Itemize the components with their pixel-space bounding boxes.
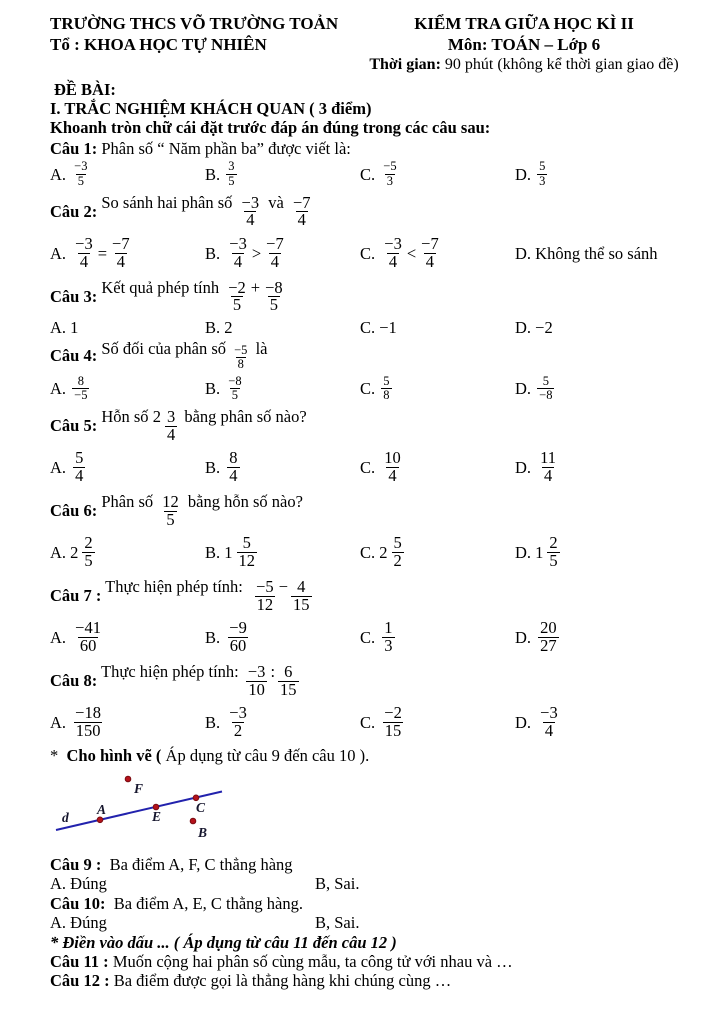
question-6 xyxy=(50,490,700,573)
exam-title: KIỂM TRA GIỮA HỌC KÌ II xyxy=(414,14,634,33)
option-b: B. $\frac{-9}{60}$ xyxy=(205,618,247,656)
option-a: A. $\frac{-3}{5}$ xyxy=(50,159,88,188)
question-label: Câu 8: xyxy=(50,671,98,691)
option-c: C. $\frac{-5}{3}$ xyxy=(360,159,397,188)
question-label: Câu 12 : xyxy=(50,971,110,991)
option-d: D. Không thể so sánh xyxy=(515,243,658,263)
option-c: C. $\frac{10}{4}$ xyxy=(360,448,401,486)
department-name: Tổ : KHOA HỌC TỰ NHIÊN xyxy=(50,34,267,54)
instruction-text: Khoanh tròn chữ cái đặt trước đáp án đúng trong các câu sau: xyxy=(50,118,491,138)
point-B-label: B xyxy=(198,825,208,841)
option-c: C. $\frac{1}{3}$ xyxy=(360,618,393,656)
line-d-label: d xyxy=(62,810,69,826)
document-header xyxy=(50,14,700,75)
point-A-label: A xyxy=(97,802,107,818)
question-label: Câu 2: xyxy=(50,201,98,221)
question-stem: Thực hiện phép tính: $\frac{-5}{12}$ − $\frac{4}{15}$ xyxy=(101,576,310,614)
option-b: B, Sai. xyxy=(315,912,360,932)
geometry-figure xyxy=(46,766,700,855)
school-block xyxy=(50,14,338,55)
question-1 xyxy=(50,139,700,189)
option-a: A. 2 $\frac{2}{5}$ xyxy=(50,533,93,571)
question-label: Câu 9 : xyxy=(50,855,102,875)
question-label: Câu 10: xyxy=(50,893,106,913)
question-stem: Ba điểm A, E, C thằng hàng. xyxy=(105,893,303,913)
option-b: B. 1 $\frac{5}{12}$ xyxy=(205,533,256,571)
question-stem: Ba điểm được gọi là thẳng hàng khi chúng cùng … xyxy=(109,971,452,991)
option-b: B. $\frac{-3}{4}$ > $\frac{-7}{4}$ xyxy=(205,234,284,271)
question-label: Câu 7 : xyxy=(50,586,102,606)
question-stem: Phân số “ Năm phần ba” được viết là: xyxy=(97,139,351,159)
option-c: C. $\frac{5}{8}$ xyxy=(360,373,390,402)
option-d: D. $\frac{5}{-8}$ xyxy=(515,373,553,402)
exam-subject: Môn: TOÁN – Lớp 6 xyxy=(447,34,601,54)
question-label: Câu 11 : xyxy=(50,951,109,971)
exam-time: Thời gian: 90 phút (không kể thời gian giao đề) xyxy=(369,56,679,74)
question-12 xyxy=(50,971,700,990)
question-stem: Ba điểm A, F, C thẳng hàng xyxy=(101,855,293,875)
question-stem: Hỗn số 2 $\frac{3}{4}$ bằng phân số nào? xyxy=(97,406,307,444)
option-b: B. $\frac{-3}{2}$ xyxy=(205,703,247,741)
points-line-diagram xyxy=(46,766,296,851)
question-stem: Kết quả phép tính $\frac{-2}{5}$ + $\frac{-8}{5}$ xyxy=(97,277,283,315)
option-d: D. $\frac{5}{3}$ xyxy=(515,159,546,188)
option-a: A. $\frac{-3}{4}$ = $\frac{-7}{4}$ xyxy=(50,234,130,271)
option-d: D. $\frac{20}{27}$ xyxy=(515,618,557,656)
option-a: A. Đúng xyxy=(50,912,107,932)
option-b: B. $\frac{8}{4}$ xyxy=(205,448,238,486)
question-stem: Muốn cộng hai phân số cùng mẫu, ta công tử với nhau và … xyxy=(108,951,513,971)
question-5 xyxy=(50,405,700,488)
option-c: C. 2 $\frac{5}{2}$ xyxy=(360,533,402,571)
question-11 xyxy=(50,952,700,971)
question-label: Câu 3: xyxy=(50,286,98,306)
question-stem: Số đối của phân số $\frac{-5}{8}$ là xyxy=(97,339,268,372)
option-a: A. $\frac{-18}{150}$ xyxy=(50,703,101,741)
point-A-dot xyxy=(97,817,103,823)
option-c: C. −1 xyxy=(360,317,397,337)
question-label: Câu 5: xyxy=(50,416,98,436)
question-label: Câu 6: xyxy=(50,501,98,521)
option-b: B, Sai. xyxy=(315,874,360,894)
question-stem: Phân số $\frac{12}{5}$ bằng hỗn số nào? xyxy=(97,491,303,529)
option-a: A. $\frac{-41}{60}$ xyxy=(50,618,101,656)
question-10 xyxy=(50,894,700,932)
option-d: D. −2 xyxy=(515,317,553,337)
exam-info-block xyxy=(348,14,700,75)
option-d: D. $\frac{-3}{4}$ xyxy=(515,703,558,741)
question-7 xyxy=(50,575,700,658)
option-a: A. $\frac{8}{-5}$ xyxy=(50,373,88,402)
question-label: Câu 4: xyxy=(50,346,98,366)
fill-in-note: * Điền vào dấu ... ( Áp dụng từ câu 11 đến câu 12 ) xyxy=(50,932,397,952)
option-b: B. $\frac{3}{5}$ xyxy=(205,159,235,188)
point-B-dot xyxy=(190,818,196,824)
option-a: A. $\frac{5}{4}$ xyxy=(50,448,84,486)
option-d: D. 1 $\frac{2}{5}$ xyxy=(515,533,558,571)
point-F-label: F xyxy=(134,781,144,797)
point-F-dot xyxy=(125,776,131,782)
section-heading: I. TRẮC NGHIỆM KHÁCH QUAN ( 3 điểm) xyxy=(50,99,372,119)
question-9 xyxy=(50,855,700,893)
question-label: Câu 1: xyxy=(50,139,98,159)
debai-heading: ĐỀ BÀI: xyxy=(54,79,116,99)
question-3 xyxy=(50,276,700,337)
question-8 xyxy=(50,660,700,743)
question-stem: Thực hiện phép tính: $\frac{-3}{10}$ : $\frac{6}{15}$ xyxy=(97,661,297,699)
option-c: C. $\frac{-3}{4}$ < $\frac{-7}{4}$ xyxy=(360,234,439,271)
question-2 xyxy=(50,191,700,274)
option-c: C. $\frac{-2}{15}$ xyxy=(360,703,402,741)
option-b: B. $\frac{-8}{5}$ xyxy=(205,373,242,402)
point-E-label: E xyxy=(152,809,162,825)
question-stem: So sánh hai phân số $\frac{-3}{4}$ và $\frac{-7}{4}$ xyxy=(97,192,311,230)
option-a: A. 1 xyxy=(50,317,79,337)
option-b: B. 2 xyxy=(205,317,233,337)
option-d: D. $\frac{11}{4}$ xyxy=(515,448,557,486)
question-4 xyxy=(50,339,700,403)
option-a: A. Đúng xyxy=(50,874,107,894)
point-C-label: C xyxy=(196,800,206,816)
school-name: TRƯỜNG THCS VÕ TRƯỜNG TOẢN xyxy=(50,14,339,33)
figure-note: * Cho hình vẽ ( Áp dụng từ câu 9 đến câu 10 ). xyxy=(50,746,370,766)
